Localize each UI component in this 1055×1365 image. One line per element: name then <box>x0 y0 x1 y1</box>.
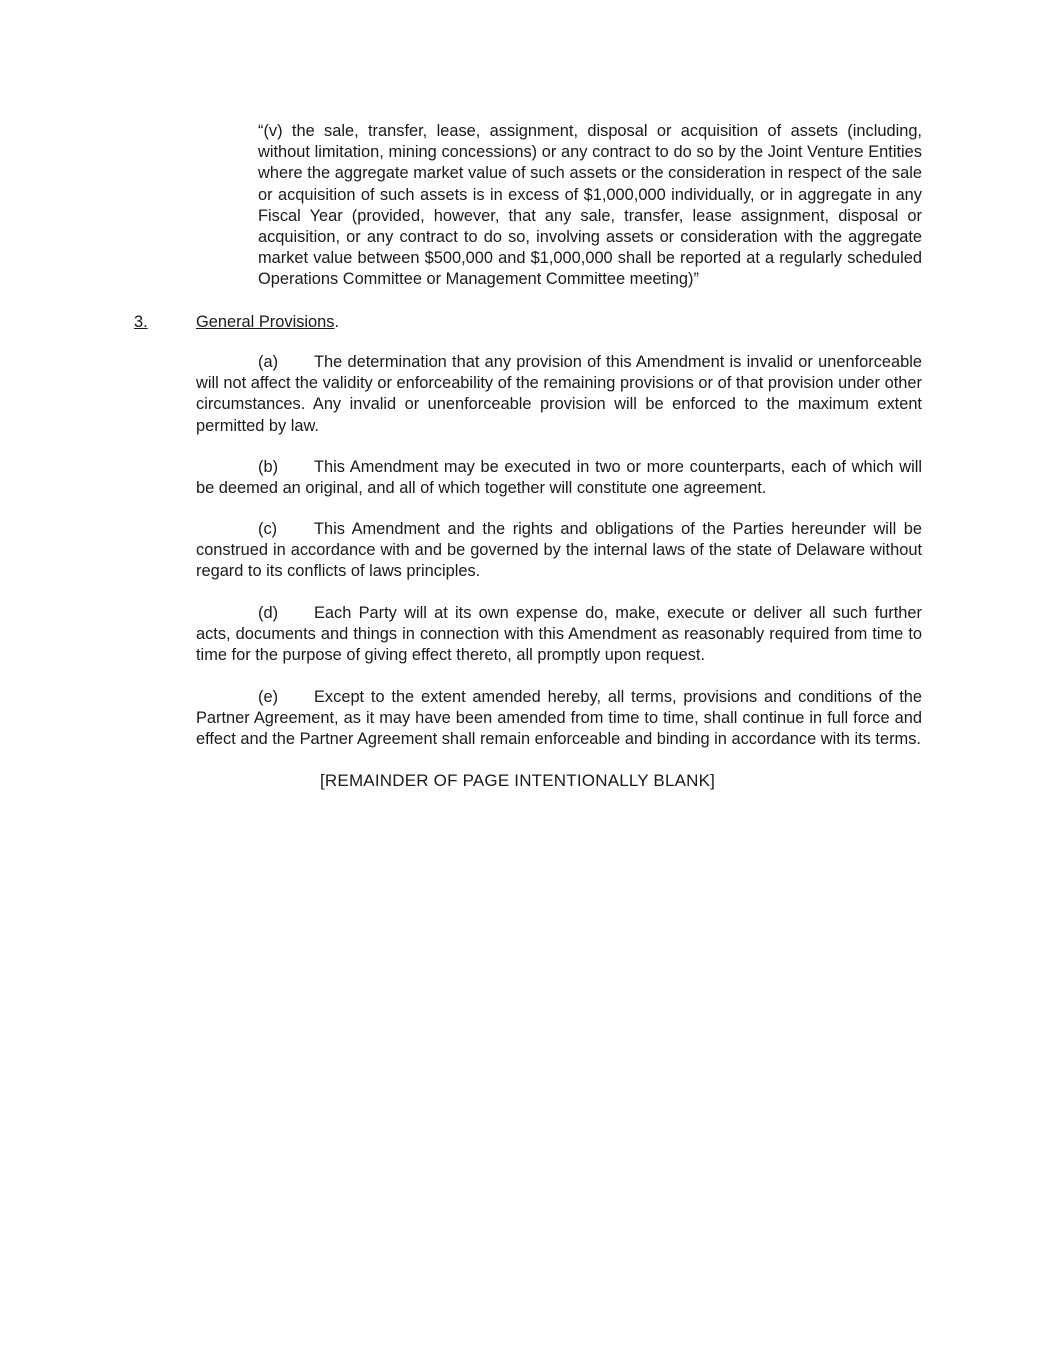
section-title <box>196 312 334 333</box>
provision-text: The determination that any provision of this Amendment is invalid or unenforceable will not affect the validity or enforceability of the remaining provisions or of that provision under other circumstances. Any invalid or unenforceable provision will be enforced to the maximum extent permitted by law. <box>196 353 922 435</box>
provision-c <box>196 519 922 583</box>
provision-b <box>196 457 922 499</box>
remainder-blank-notice: [REMAINDER OF PAGE INTENTIONALLY BLANK] <box>320 771 716 790</box>
provision-label: (d) <box>258 604 279 622</box>
provision-d <box>196 603 922 667</box>
footer-mark: · · · · · <box>1007 1346 1045 1354</box>
section-title-period: . <box>334 313 340 331</box>
provision-label: (b) <box>258 458 279 476</box>
provision-e <box>196 687 922 751</box>
provision-text: This Amendment and the rights and obligations of the Parties hereunder will be construed in accordance with and be governed by the internal laws of the state of Delaware without regard to its conflicts of laws principles. <box>196 520 922 581</box>
provision-label: (e) <box>258 688 279 706</box>
section-title-text: General Provisions <box>196 313 335 331</box>
quoted-clause-v: “(v) the sale, transfer, lease, assignment, disposal or acquisition of assets (including, without limitation, mining concessions) or any contract to do so by the Joint Venture Entities where the aggregate market value of such assets or the consideration in respect of the sale or acquisition of such assets is in excess of $1,000,000 individually, or in aggregate in any Fiscal Year (provided, however, that any sale, transfer, lease assignment, disposal or acquisition, or any contract to do so, involving assets or consideration with the aggregate market value between $500,000 and $1,000,000 shall be reported at a regularly scheduled Operations Committee or Management Committee meeting)” <box>258 122 922 289</box>
provision-a <box>196 352 922 437</box>
provision-label: (a) <box>258 353 279 371</box>
section-number: 3. <box>134 313 148 331</box>
provision-text: This Amendment may be executed in two or more counterparts, each of which will be deemed an original, and all of which together will constitute one agreement. <box>196 458 922 498</box>
provision-text: Each Party will at its own expense do, make, execute or deliver all such further acts, documents and things in connection with this Amendment as reasonably required from time to time for the purpose of giving effect thereto, all promptly upon request. <box>196 604 922 665</box>
provision-text: Except to the extent amended hereby, all terms, provisions and conditions of the Partner Agreement, as it may have been amended from time to time, shall continue in full force and effect and the Partner Agreement shall remain enforceable and binding in accordance with its terms. <box>196 688 922 749</box>
provision-label: (c) <box>258 520 278 538</box>
